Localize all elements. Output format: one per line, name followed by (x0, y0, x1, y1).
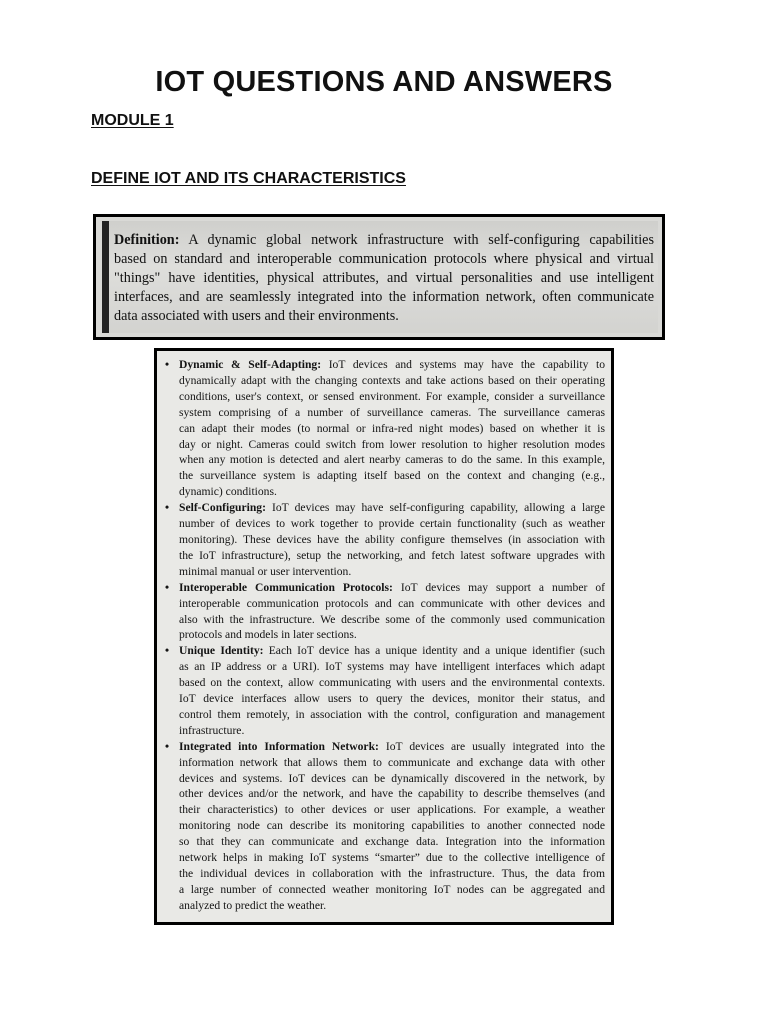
bullet-icon: • (165, 739, 170, 753)
characteristic-line: analyzed to predict the weather. (179, 898, 327, 912)
characteristic-line: a large number of connected weather monitoring IoT nodes can be aggregated and (179, 882, 605, 896)
characteristic-line: the surveillance system is adapting itself based on the context and changing (e.g., (179, 469, 605, 483)
characteristic-line: other devices and/or the network, and have the capability to describe themselves (and (179, 787, 605, 801)
characteristic-line: the individual devices in collaboration with the infrastructure. Thus, the data from (179, 867, 605, 880)
characteristic-line: IoT device interfaces allow users to query the devices, monitor their status, and (179, 692, 605, 706)
characteristic-item (165, 643, 605, 738)
characteristic-item (165, 357, 605, 500)
characteristic-line: network helps in making IoT systems “smarter” due to the collective intelligence of (179, 851, 605, 865)
characteristic-line: infrastructure. (179, 723, 245, 737)
characteristic-line-text: IoT devices are usually integrated into the (378, 739, 606, 753)
bullet-icon: • (165, 358, 170, 371)
characteristic-line: information network that allows them to communicate and exchange data with other (179, 755, 605, 769)
characteristics-scan-box (154, 348, 614, 925)
page-title: IOT QUESTIONS AND ANSWERS (155, 66, 613, 98)
characteristic-line: can adapt their modes (to normal or infra-red night modes) based on whether it is (179, 421, 605, 435)
characteristic-line: as an IP address or a URI). IoT systems may have intelligent interfaces which adapt (179, 660, 605, 674)
characteristic-line-text: Each IoT device has a unique identity and a unique identifier (such (263, 644, 605, 658)
characteristic-line: day or night. Cameras could switch from lower resolution to higher resolution modes (179, 437, 605, 451)
definition-line: "things" have identities, physical attributes, and virtual personalities and use intelligent (114, 270, 654, 286)
characteristic-line-text: IoT devices may support a number of (392, 580, 605, 594)
characteristic-line: dynamically adapt with the changing contexts and take actions based on their operating (179, 373, 605, 387)
characteristic-line: number of devices to work together to provide certain functionality (such as weather (179, 517, 605, 531)
definition-lead: Definition: (114, 232, 180, 248)
characteristic-line: control them remotely, in association with the control, configuration and management (179, 707, 605, 721)
characteristic-title: Self-Configuring: (179, 501, 266, 515)
characteristic-line: minimal manual or user intervention. (179, 564, 352, 578)
characteristic-line-text: IoT devices may have self-configuring capability, allowing a large (265, 501, 605, 515)
characteristic-item (165, 739, 605, 914)
definition-line-text: A dynamic global network infrastructure with self-configuring capabilities (179, 232, 654, 248)
characteristic-line: system comprising of a number of surveillance cameras. The surveillance cameras (179, 405, 605, 419)
characteristic-line (179, 500, 605, 516)
bullet-icon: • (165, 580, 170, 594)
characteristic-line: the IoT infrastructure), setup the networking, and fetch latest software upgrades with (179, 548, 605, 562)
characteristic-line (179, 643, 605, 659)
characteristic-line: so that they can communicate and exchange data. Integration into the information (179, 835, 605, 849)
characteristic-line: devices and systems. IoT devices can be dynamically discovered in the network, by (179, 771, 605, 785)
characteristic-line: their characteristics) to other devices or user applications. For example, a weather (179, 803, 605, 817)
definition-scan-box (93, 214, 665, 340)
module-heading: MODULE 1 (91, 112, 174, 129)
characteristic-line: conditions, user's context, or sensed environment. For example, consider a surveillance (179, 389, 605, 403)
characteristic-line: when any motion is detected and alert nearby cameras to do the same. In this example, (179, 453, 605, 467)
characteristic-title: Dynamic & Self-Adapting: (179, 358, 322, 371)
characteristics-list (165, 357, 605, 914)
definition-line: data associated with users and their environments. (114, 308, 399, 324)
characteristic-title: Integrated into Information Network: (179, 739, 379, 753)
characteristic-line: also with the infrastructure. We describe some of the commonly used communication (179, 612, 605, 626)
characteristic-line (179, 739, 605, 755)
characteristic-item (165, 500, 605, 580)
characteristic-line: interoperable communication protocols and can communicate with other devices and (179, 596, 605, 610)
characteristic-line: dynamic) conditions. (179, 485, 277, 499)
characteristic-item (165, 580, 605, 644)
characteristic-line: protocols and models in later sections. (179, 628, 357, 642)
section-heading: DEFINE IOT AND ITS CHARACTERISTICS (91, 170, 406, 187)
bullet-icon: • (165, 501, 170, 515)
definition-line: based on standard and interoperable communication protocols where physical and virtual (114, 251, 654, 267)
characteristic-title: Interoperable Communication Protocols: (179, 580, 393, 594)
definition-line: interfaces, and are seamlessly integrated into the information network, often communicate (114, 289, 654, 305)
definition-line (114, 231, 654, 250)
characteristic-line: based on the context, allow communicating with users and the environmental contexts. (179, 676, 605, 690)
definition-text (114, 231, 654, 326)
characteristic-line (179, 580, 605, 596)
bullet-icon: • (165, 644, 170, 658)
characteristic-line: monitoring). These devices have the ability configure themselves (in association with (179, 532, 605, 546)
characteristic-title: Unique Identity: (179, 644, 264, 658)
characteristic-line: monitoring node can describe its monitoring capabilities to another connected node (179, 819, 605, 833)
characteristic-line (179, 357, 605, 373)
characteristic-line-text: IoT devices and systems may have the capability to (321, 358, 605, 371)
